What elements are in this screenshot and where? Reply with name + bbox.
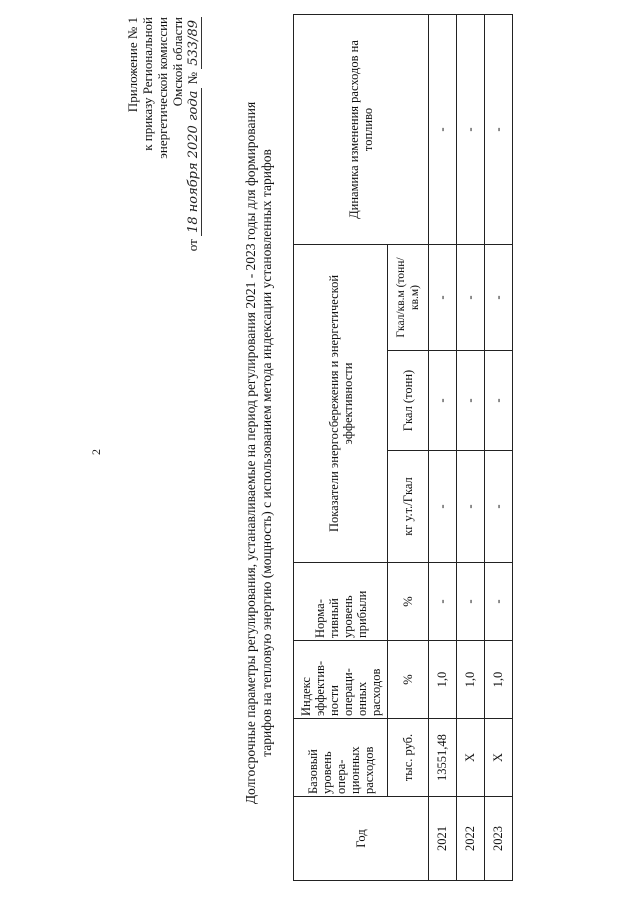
appendix-block (125, 17, 201, 251)
cell-energy-3: - (456, 244, 484, 350)
unit-energy-2: Гкал (тонн) (388, 351, 428, 451)
table-row (484, 14, 512, 880)
handwritten-date: 18 ноября 2020 года (186, 88, 202, 236)
from-prefix: от (185, 239, 200, 252)
rotated-sheet (125, 13, 515, 893)
appendix-title: Приложение № 1 (125, 17, 140, 113)
handwritten-number: 533/89 (186, 17, 202, 69)
cell-year: 2022 (456, 797, 484, 881)
table-row (456, 14, 484, 880)
parameters-table (293, 14, 513, 881)
cell-fuel: - (484, 14, 512, 244)
table-caption (243, 13, 275, 893)
cell-year: 2023 (484, 797, 512, 881)
header-year: Год (294, 797, 429, 881)
appendix-line-2: к приказу Региональной (140, 17, 155, 151)
page-number: 2 (89, 449, 103, 455)
cell-energy-3: - (428, 244, 456, 350)
cell-energy-1: - (428, 451, 456, 563)
unit-normative-profit: % (388, 563, 428, 641)
caption-line-1: Долгосрочные параметры регулирования, устанавливаемые на период регулирования 2021 - 2023 годы для формирования (243, 101, 258, 805)
cell-fuel: - (456, 14, 484, 244)
cell-index: 1,0 (484, 641, 512, 719)
cell-base: Х (456, 719, 484, 797)
cell-index: 1,0 (428, 641, 456, 719)
cell-index: 1,0 (456, 641, 484, 719)
cell-profit: - (484, 563, 512, 641)
cell-energy-3: - (484, 244, 512, 350)
unit-efficiency-index: % (388, 641, 428, 719)
header-fuel-dynamics: Динамика изменения расходов на топливо (294, 14, 429, 244)
unit-energy-1: кг у.т./Гкал (388, 451, 428, 563)
cell-energy-2: - (456, 351, 484, 451)
cell-energy-1: - (456, 451, 484, 563)
number-prefix: № (185, 72, 200, 85)
appendix-line-3: энергетической комиссии (155, 17, 170, 159)
appendix-line-4: Омской области (170, 17, 185, 107)
table-row (428, 14, 456, 880)
cell-profit: - (456, 563, 484, 641)
cell-fuel: - (428, 14, 456, 244)
cell-energy-2: - (428, 351, 456, 451)
cell-year: 2021 (428, 797, 456, 881)
header-normative-profit: Норма- тивный уровень прибыли (294, 563, 388, 641)
caption-line-2: тарифов на тепловую энергию (мощность) с использованием метода индексации установленных тарифов (259, 149, 274, 757)
cell-profit: - (428, 563, 456, 641)
appendix-date-line (185, 17, 201, 251)
cell-base: Х (484, 719, 512, 797)
unit-energy-3: Гкал/кв.м (тонн/кв.м) (388, 244, 428, 350)
header-energy-indicators: Показатели энергосбережения и энергетической эффективности (294, 244, 388, 562)
cell-energy-2: - (484, 351, 512, 451)
cell-base: 13551,48 (428, 719, 456, 797)
unit-base-level: тыс. руб. (388, 719, 428, 797)
header-base-level: Базовый уровень опера- ционных расходов (294, 719, 388, 797)
cell-energy-1: - (484, 451, 512, 563)
header-efficiency-index: Индекс эффектив- ности операци- онных расходов (294, 641, 388, 719)
